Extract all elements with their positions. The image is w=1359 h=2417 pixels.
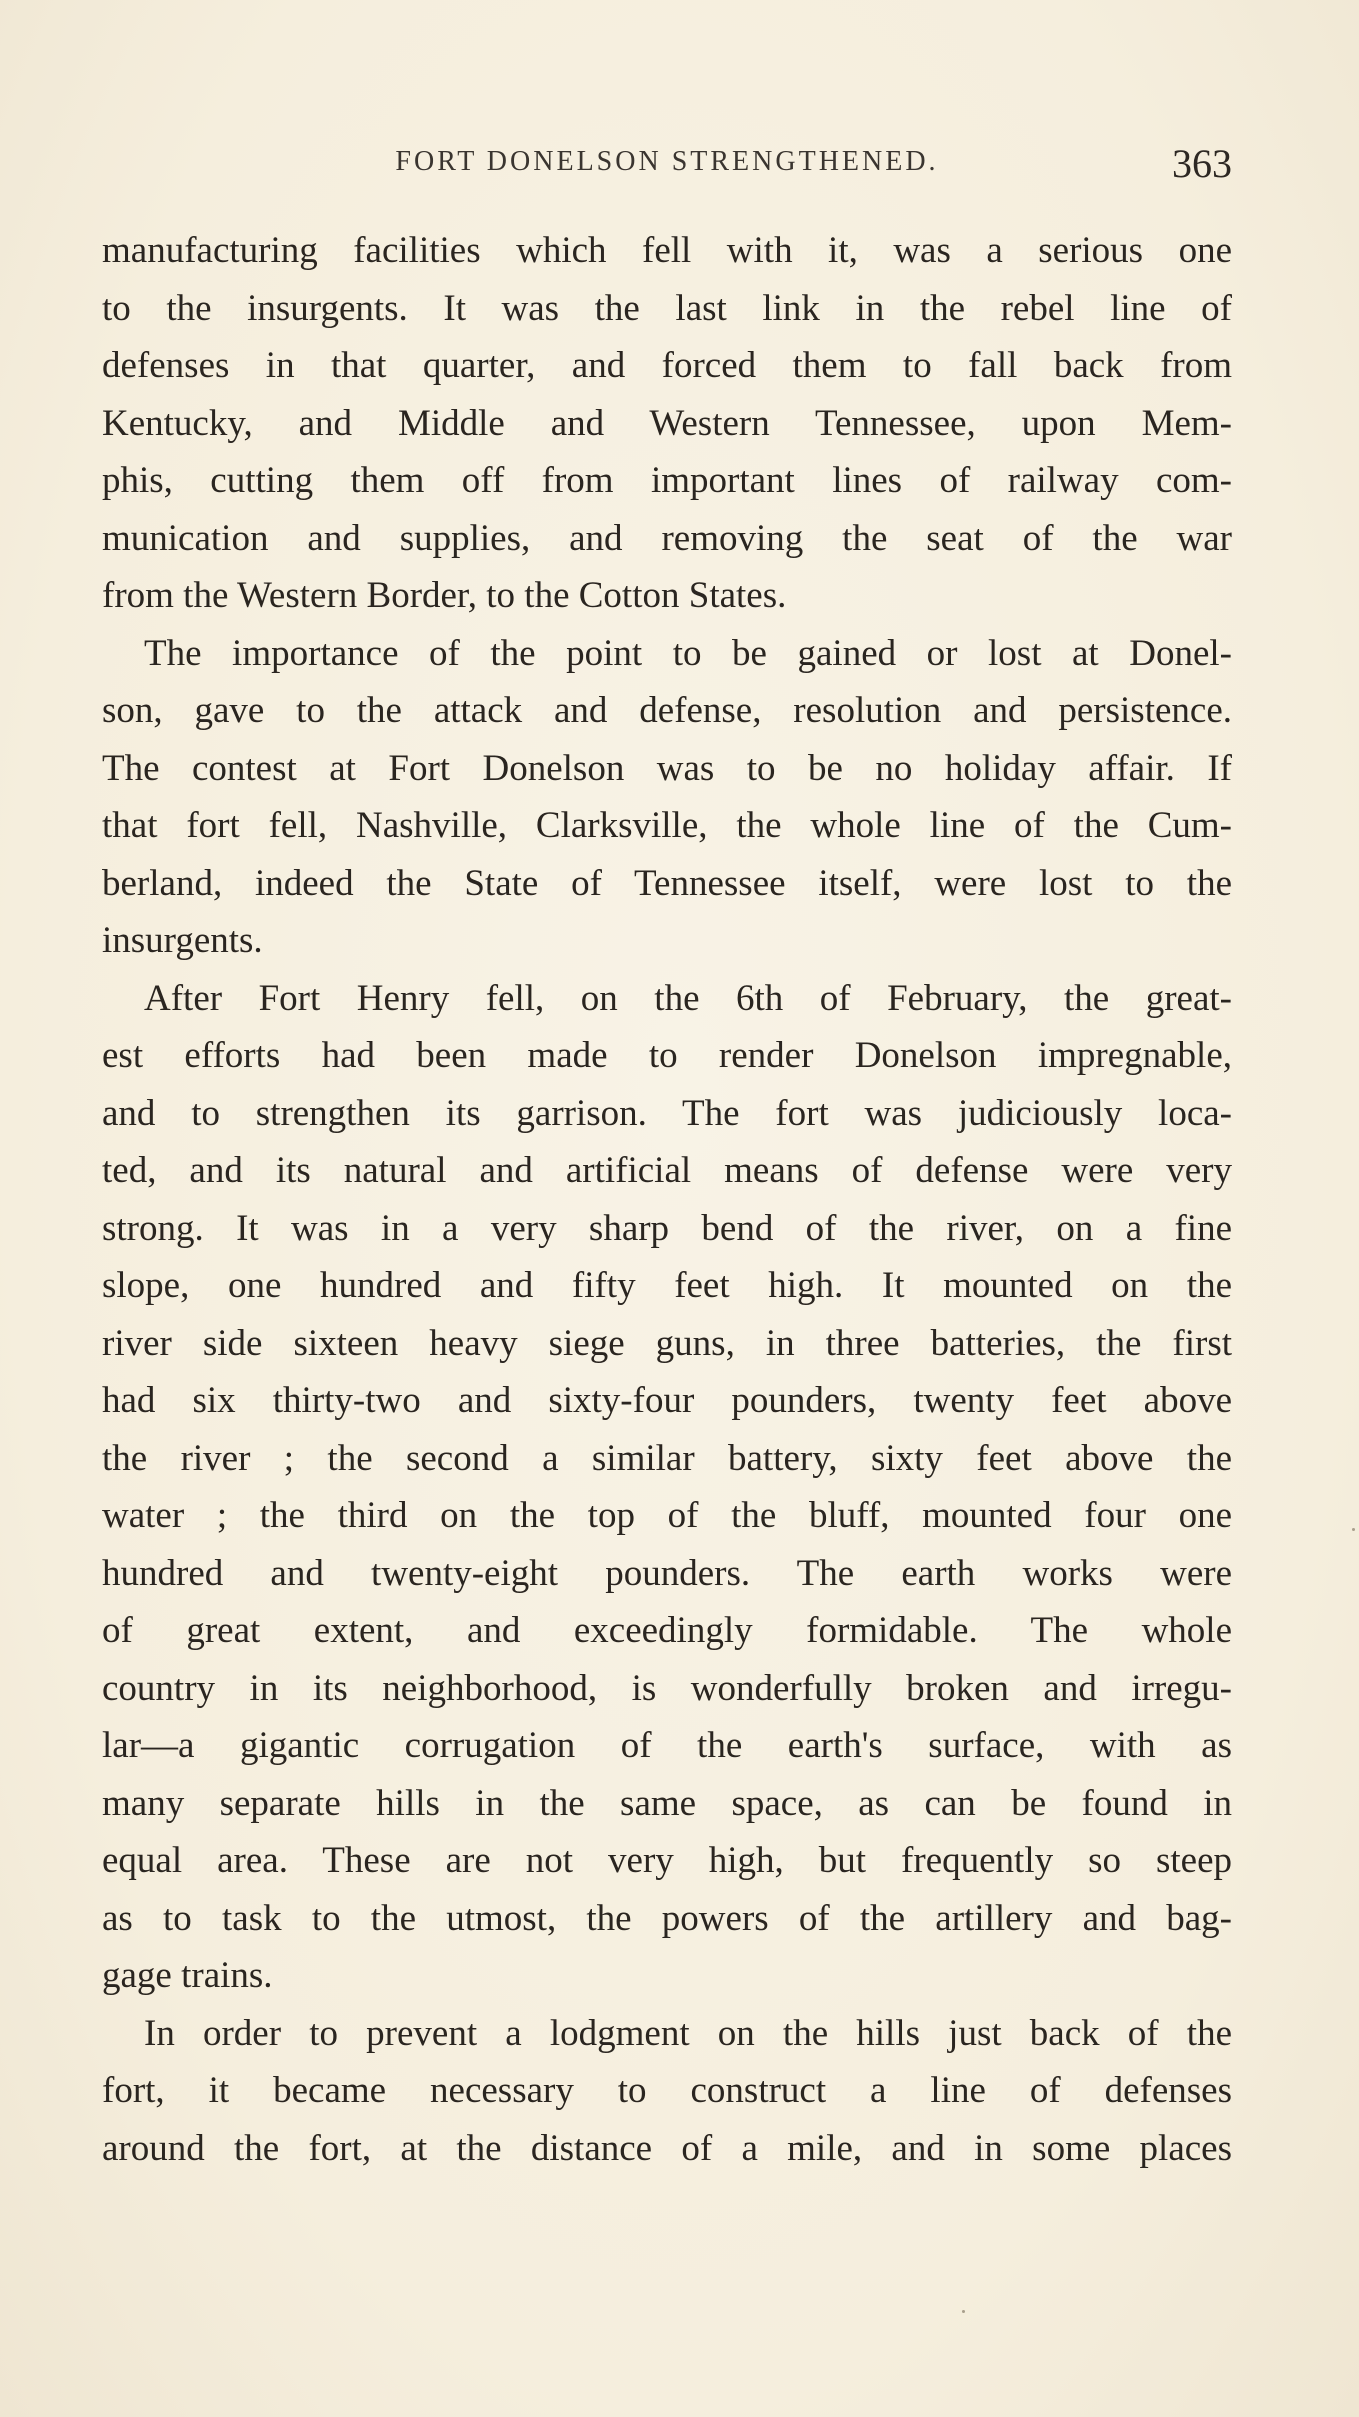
- text-line: to the insurgents. It was the last link in the rebel line of: [102, 287, 1232, 329]
- text-line: as to task to the utmost, the powers of the artillery and bag-: [102, 1897, 1232, 1939]
- text-line: fort, it became necessary to construct a line of defenses: [102, 2070, 1232, 2111]
- text-line: equal area. These are not very high, but frequently so steep: [102, 1840, 1232, 1881]
- paragraph-first-line: The importance of the point to be gained or lost at Donel-: [144, 632, 1232, 674]
- running-title: FORT DONELSON STRENGTHENED.: [395, 146, 939, 177]
- text-line: munication and supplies, and removing the seat of the war: [102, 517, 1232, 559]
- text-line: manufacturing facilities which fell with it, was a serious one: [102, 230, 1232, 271]
- text-line: of great extent, and exceedingly formidable. The whole: [102, 1610, 1232, 1651]
- running-head: [102, 140, 1232, 190]
- text-line: and to strengthen its garrison. The fort was judiciously loca-: [102, 1092, 1232, 1134]
- text-line: ted, and its natural and artificial means of defense were very: [102, 1150, 1232, 1191]
- text-line: lar—a gigantic corrugation of the earth's surface, with as: [102, 1725, 1232, 1766]
- text-line: that fort fell, Nashville, Clarksville, the whole line of the Cum-: [102, 805, 1232, 846]
- text-line: the river ; the second a similar battery, sixty feet above the: [102, 1437, 1232, 1479]
- text-line: from the Western Border, to the Cotton States.: [102, 575, 787, 616]
- text-line: slope, one hundred and fifty feet high. It mounted on the: [102, 1265, 1232, 1306]
- text-line: around the fort, at the distance of a mile, and in some places: [102, 2127, 1232, 2169]
- paper-speck: [962, 2310, 965, 2313]
- text-line: many separate hills in the same space, as can be found in: [102, 1782, 1232, 1824]
- text-line: river side sixteen heavy siege guns, in three batteries, the first: [102, 1322, 1232, 1364]
- text-line: est efforts had been made to render Donelson impregnable,: [102, 1035, 1232, 1076]
- text-line: country in its neighborhood, is wonderfully broken and irregu-: [102, 1667, 1232, 1709]
- text-line: insurgents.: [102, 920, 263, 961]
- text-line: phis, cutting them off from important lines of railway com-: [102, 460, 1232, 501]
- text-line: hundred and twenty-eight pounders. The earth works were: [102, 1552, 1232, 1594]
- text-line: son, gave to the attack and defense, resolution and persistence.: [102, 690, 1232, 731]
- text-line: defenses in that quarter, and forced them to fall back from: [102, 345, 1232, 386]
- text-line: berland, indeed the State of Tennessee itself, were lost to the: [102, 862, 1232, 904]
- paragraph-first-line: After Fort Henry fell, on the 6th of February, the great-: [144, 977, 1232, 1019]
- body-text: [102, 222, 1232, 2177]
- text-line: Kentucky, and Middle and Western Tennessee, upon Mem-: [102, 402, 1232, 444]
- text-line: gage trains.: [102, 1955, 273, 1996]
- text-line: water ; the third on the top of the bluff, mounted four one: [102, 1495, 1232, 1536]
- text-line: had six thirty-two and sixty-four pounders, twenty feet above: [102, 1380, 1232, 1421]
- paper-speck: [1352, 1528, 1355, 1531]
- text-line: strong. It was in a very sharp bend of the river, on a fine: [102, 1207, 1232, 1249]
- page-number: 363: [1172, 141, 1232, 186]
- paragraph-first-line: In order to prevent a lodgment on the hills just back of the: [144, 2012, 1232, 2054]
- text-line: The contest at Fort Donelson was to be no holiday affair. If: [102, 747, 1232, 789]
